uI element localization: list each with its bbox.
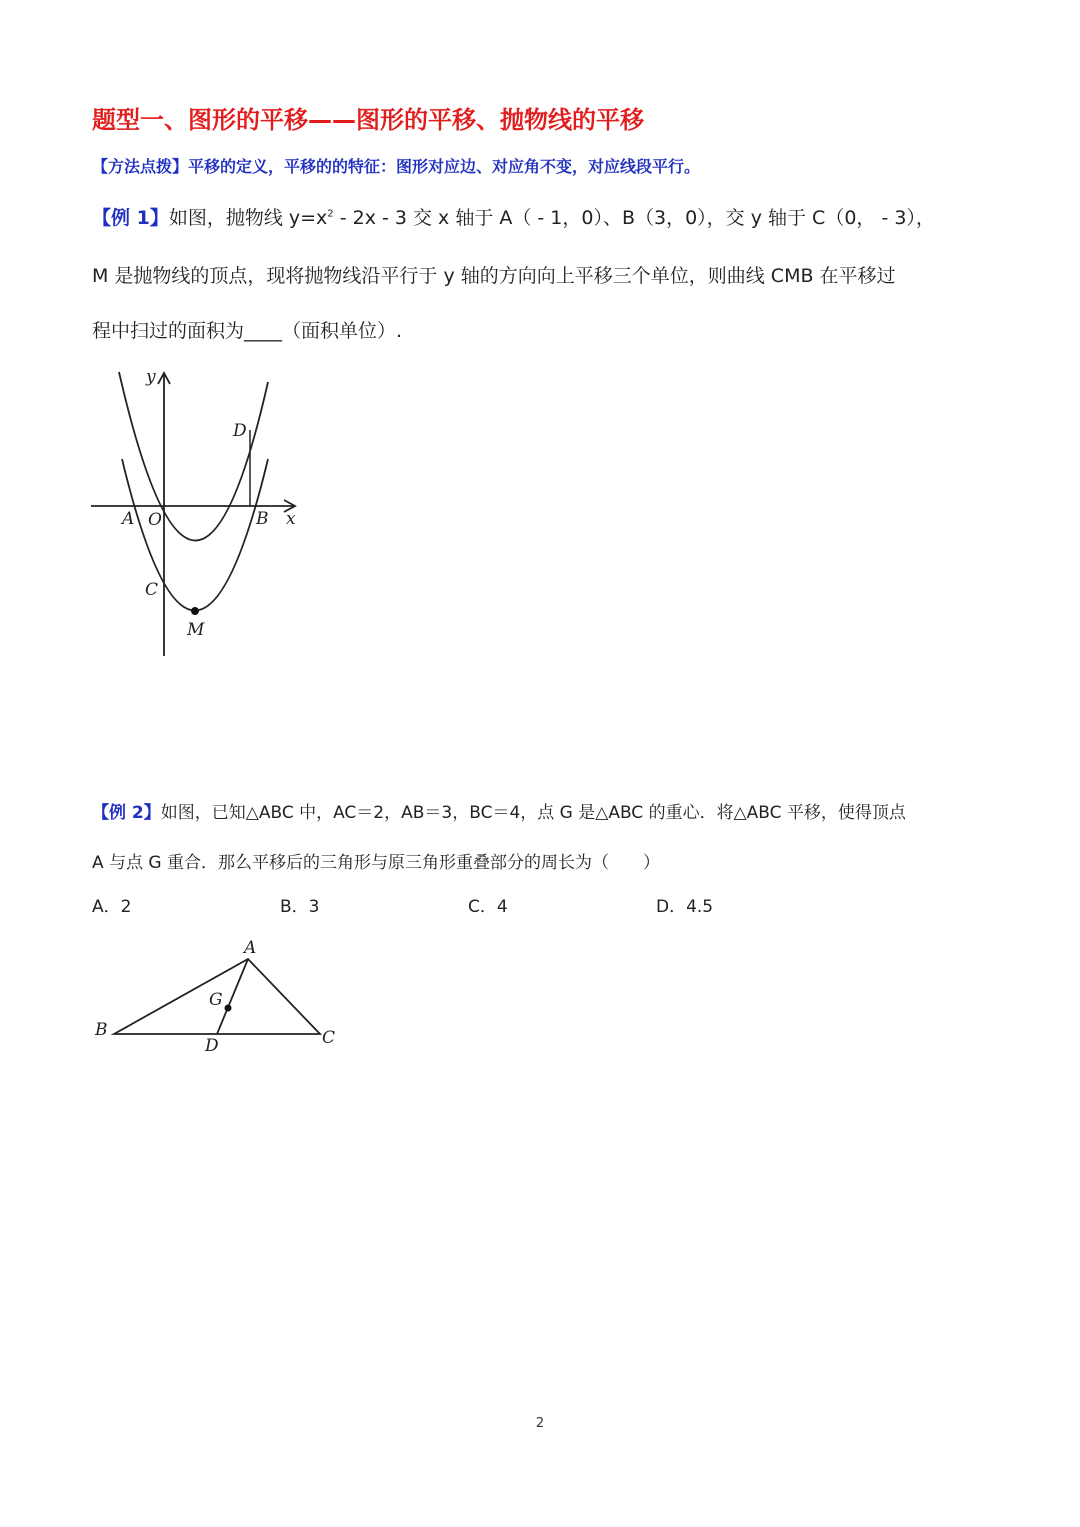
label-a: A bbox=[122, 509, 135, 529]
option-a: A．2 bbox=[92, 897, 132, 917]
option-c: C．4 bbox=[468, 897, 508, 917]
vertex-m-point bbox=[191, 607, 199, 615]
example1-exponent: 2 bbox=[327, 208, 334, 220]
method-tip-text: 平移的定义，平移的的特征：图形对应边、对应角不变，对应线段平行。 bbox=[188, 157, 701, 176]
label-a: A bbox=[244, 938, 257, 958]
example2-line1 bbox=[92, 798, 906, 823]
label-c: C bbox=[145, 580, 159, 600]
label-g: G bbox=[209, 990, 223, 1010]
example2-label: 【例 2】 bbox=[92, 803, 161, 823]
original-parabola bbox=[122, 459, 268, 611]
example2-text: 如图，已知△ABC 中，AC＝2，AB＝3，BC＝4，点 G 是△ABC 的重心．将△ABC 平移，使得顶点 bbox=[160, 803, 906, 823]
triangle-figure bbox=[90, 935, 350, 1060]
label-d: D bbox=[233, 421, 247, 441]
label-d: D bbox=[205, 1036, 219, 1056]
example1-text-b: - 2x - 3 交 x 轴于 A（ - 1，0）、B（3，0），交 y 轴于 C（0， - 3）， bbox=[333, 207, 935, 229]
option-b: B．3 bbox=[280, 897, 320, 917]
label-x: x bbox=[286, 509, 296, 529]
centroid-g-point bbox=[225, 1005, 232, 1012]
method-tip bbox=[92, 154, 700, 177]
label-b: B bbox=[256, 509, 269, 529]
option-d: D．4.5 bbox=[656, 897, 714, 917]
section-title: 题型一、图形的平移——图形的平移、抛物线的平移 bbox=[92, 106, 644, 134]
example1-line2: M 是抛物线的顶点，现将抛物线沿平行于 y 轴的方向向上平移三个单位，则曲线 CMB 在平移过 bbox=[92, 265, 896, 287]
parabola-figure bbox=[88, 362, 308, 662]
example1-line3: 程中扫过的面积为____（面积单位）. bbox=[92, 320, 403, 342]
example1-text-a: 如图，抛物线 y=x bbox=[168, 207, 328, 229]
example1-label: 【例 1】 bbox=[92, 207, 169, 229]
label-y: y bbox=[146, 367, 156, 387]
method-tip-label: 【方法点拨】 bbox=[92, 157, 189, 176]
example2-line2: A 与点 G 重合．那么平移后的三角形与原三角形重叠部分的周长为（ ） bbox=[92, 853, 661, 873]
example1-line1 bbox=[92, 203, 935, 230]
label-o: O bbox=[148, 510, 162, 530]
label-c: C bbox=[322, 1028, 336, 1048]
label-b: B bbox=[95, 1020, 108, 1040]
page-number: 2 bbox=[535, 1416, 545, 1431]
label-m: M bbox=[187, 620, 205, 640]
translated-parabola bbox=[119, 372, 268, 541]
